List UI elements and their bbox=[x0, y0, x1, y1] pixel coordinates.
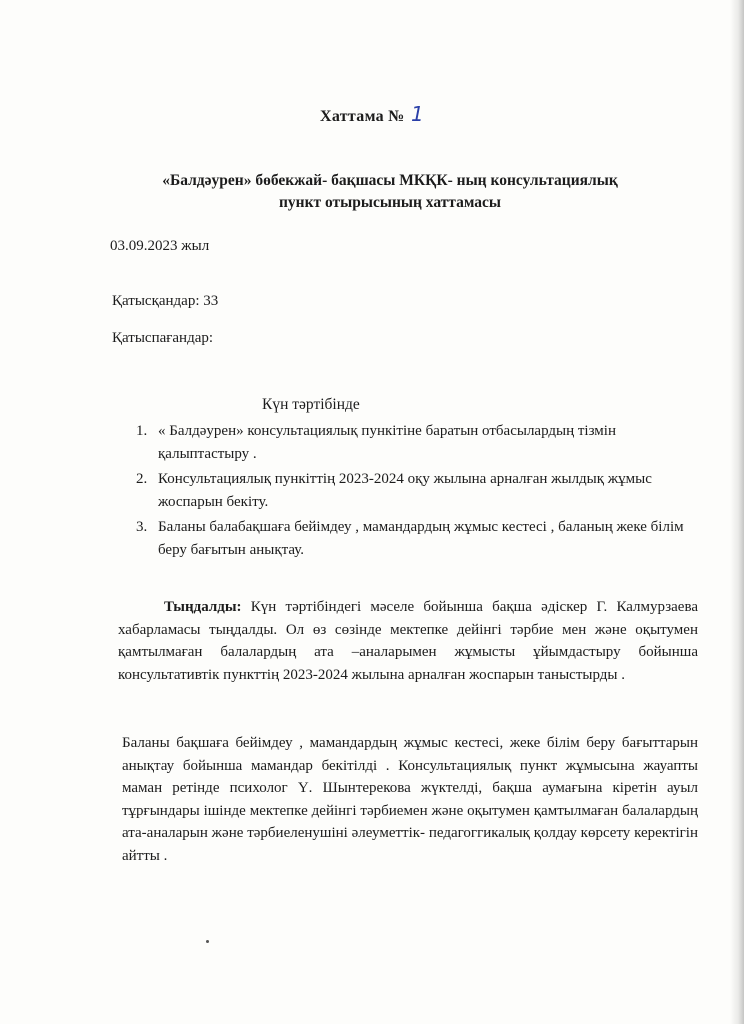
scan-speck bbox=[206, 940, 209, 943]
agenda-item-text: « Балдәурен» консультациялық пункітіне баратын отбасылардың тізмін қалыптастыру . bbox=[158, 423, 616, 462]
agenda-item bbox=[136, 468, 696, 514]
paragraph-heard bbox=[118, 596, 698, 686]
attendees-count: Қатысқандар: 33 bbox=[112, 293, 219, 309]
paragraph-decision: Баланы бақшаға бейімдеу , мамандардың жұмыс кестесі, жеке білім беру бағыттарын анықтау бойынша мамандар бекітілді . Консультациялық пункт жұмысына жауапты маман ретінде психолог Ү. Шынтерекова жүктелді, бақша аумағына кіретін ауыл тұрғындары ішінде мектепке дейінгі тәрбиемен және оқытумен қамтылмаған балалардың ата-аналарын және тәрбиеленушіні әлеуметтік- педагоггикалық қолдау көрсету керектігін айтты . bbox=[122, 735, 698, 864]
paragraph-text: Күн тәртібіндегі мәселе бойынша бақша әдіскер Г. Калмурзаева хабарламасы тыңдалды. Ол өз сөзінде мектепке дейінгі тәрбие мен және оқытумен қамтылмаған балалардың ата –аналарымен жұмысты ұйымдастыру бойынша консультативтік пункттің 2023-2024 жылына арналған жоспарын таныстырды . bbox=[118, 599, 698, 683]
document-title bbox=[0, 102, 744, 126]
handwritten-number: 1 bbox=[410, 102, 424, 126]
document-heading bbox=[110, 170, 670, 214]
agenda-title: Күн тәртібінде bbox=[262, 396, 360, 413]
heading-line-1: «Балдәурен» бөбекжай- бақшасы МКҚК- ның консультациялық bbox=[162, 172, 618, 189]
absentees-label: Қатыспағандар: bbox=[112, 330, 214, 346]
agenda-list bbox=[136, 420, 696, 564]
heading-line-2: пункт отырысының хаттамасы bbox=[278, 194, 502, 211]
scan-edge-shadow bbox=[730, 0, 744, 1024]
document-date: 03.09.2023 жыл bbox=[110, 238, 210, 254]
agenda-item bbox=[136, 516, 696, 562]
agenda-item-text: Баланы балабақшаға бейімдеу , мамандардың жұмыс кестесі , баланың жеке білім беру бағытын анықтау. bbox=[158, 519, 684, 558]
agenda-item-number: 2. bbox=[136, 471, 148, 487]
agenda-item-number: 1. bbox=[136, 423, 148, 439]
paragraph-lead: Тыңдалды: bbox=[164, 599, 242, 615]
agenda-item-text: Консультациялық пункіттің 2023-2024 оқу жылына арналған жылдық жұмыс жоспарын бекіту. bbox=[158, 471, 652, 510]
agenda-item-number: 3. bbox=[136, 519, 148, 535]
agenda-item bbox=[136, 420, 696, 466]
title-prefix: Хаттама № bbox=[320, 108, 405, 125]
